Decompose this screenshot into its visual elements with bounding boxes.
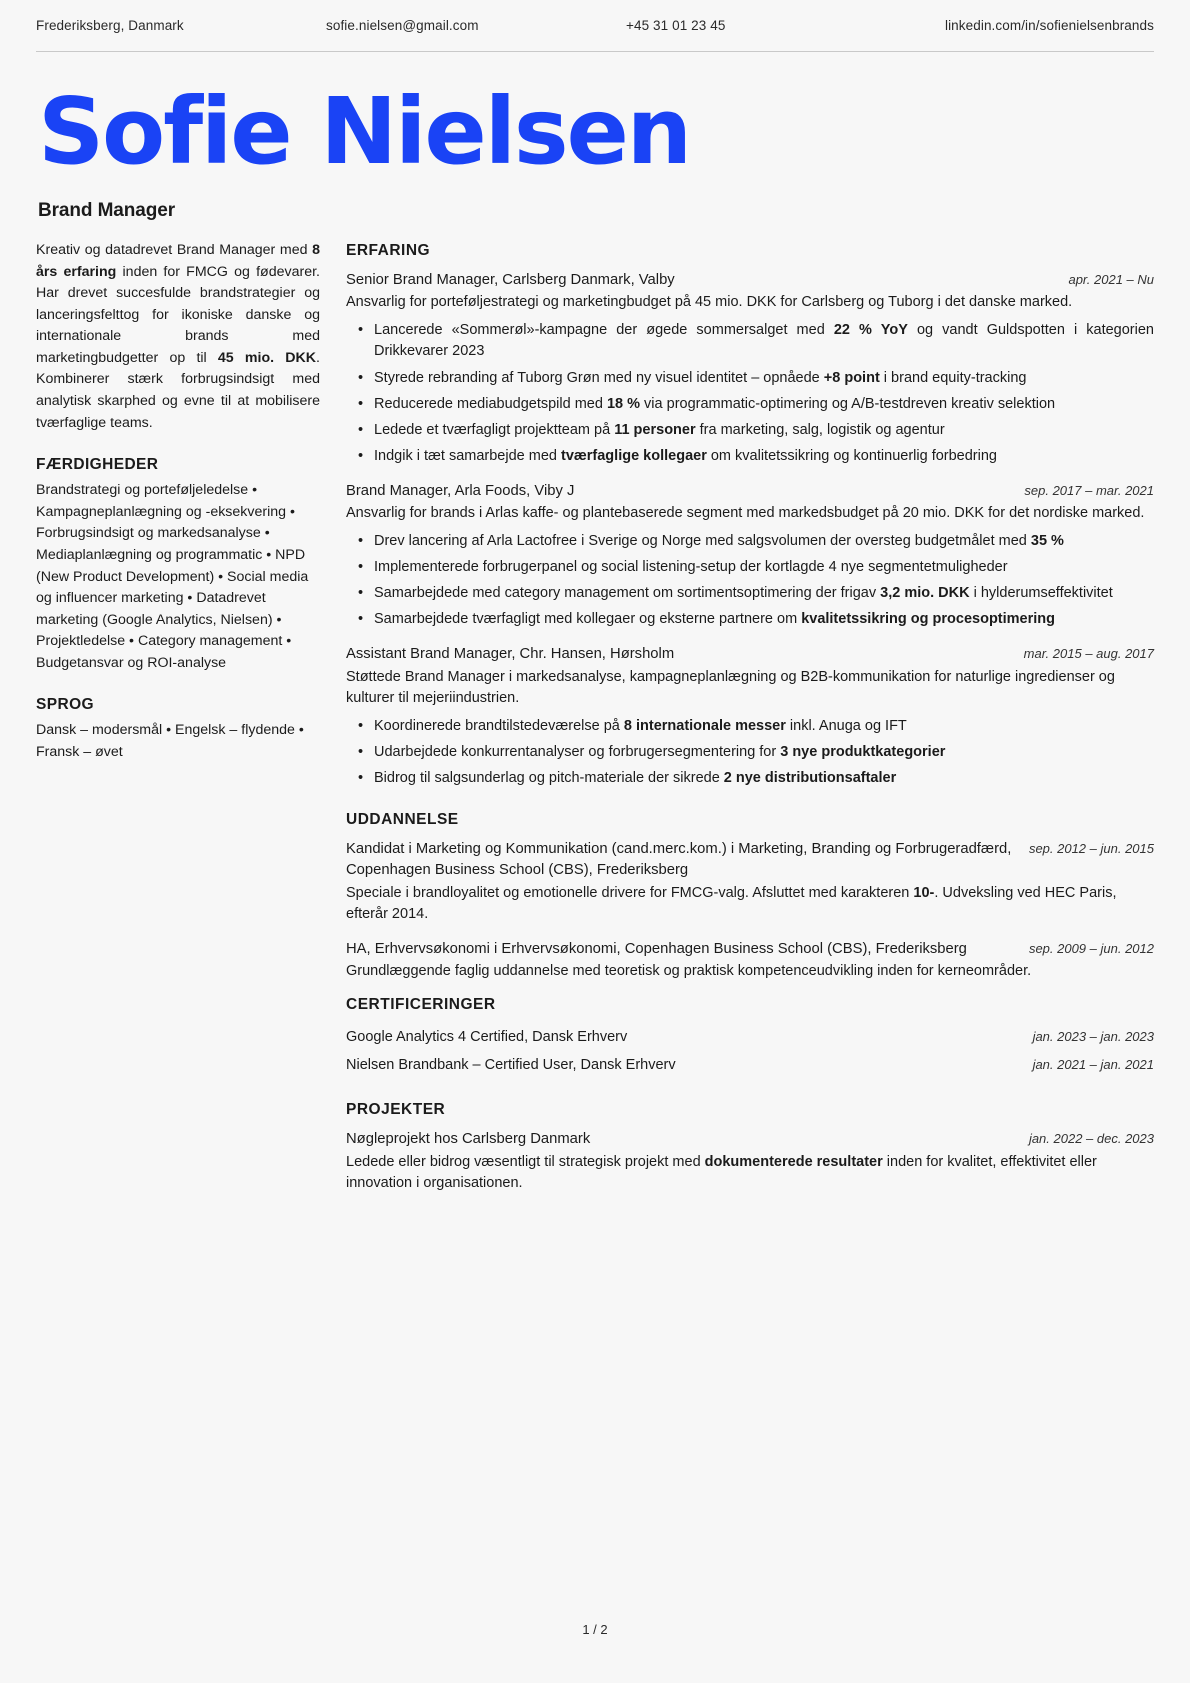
candidate-name: Sofie Nielsen	[38, 78, 690, 185]
entry-date: apr. 2021 – Nu	[1068, 272, 1154, 287]
list-item: • Samarbejdede med category management om sortimentsoptimering der frigav 3,2 mio. DKK i hylderumseffektivitet	[372, 583, 1154, 604]
entry-header	[346, 939, 1154, 960]
left-column	[36, 240, 336, 764]
experience-entry	[346, 481, 1154, 631]
entry-description: Ansvarlig for porteføljestrategi og marketingbudget på 45 mio. DKK for Carlsberg og Tuborg i det danske marked.	[346, 294, 1073, 311]
entry-description: Ledede eller bidrog væsentligt til strategisk projekt med dokumenterede resultater inden for kvalitet, effektivitet eller innovation i organisationen.	[346, 1153, 1097, 1191]
page-number: 1 / 2	[582, 1622, 608, 1637]
list-item: • Bidrog til salgsunderlag og pitch-materiale der sikrede 2 nye distributionsaftaler	[372, 768, 1154, 789]
entry-date: mar. 2015 – aug. 2017	[1023, 646, 1154, 662]
experience-heading: ERFARING	[346, 242, 431, 259]
list-item: • Udarbejdede konkurrentanalyser og forbrugersegmentering for 3 nye produktkategorier	[372, 742, 1154, 763]
profile-summary: Kreativ og datadrevet Brand Manager med 8 års erfaring inden for FMCG og fødevarer. Har drevet succesfulde brandstrategier og lanceringsfelttog for ikoniske danske og internationale brands med marketingbudgetter op til 45 mio. DKK. Kombinerer stærk forbrugsindsigt med analytisk skarphed og evne til at mobilisere tværfaglige teams.	[36, 242, 320, 431]
entry-description: Ansvarlig for brands i Arlas kaffe- og plantebaserede segment med markedsbudget på 20 mio. DKK for det nordiske marked.	[346, 505, 1145, 522]
certificate-row	[346, 1052, 1154, 1080]
projects-heading: PROJEKTER	[346, 1101, 446, 1119]
entry-bullets	[346, 320, 1154, 466]
experience-list	[346, 270, 1154, 789]
entry-date: sep. 2012 – jun. 2015	[1028, 840, 1154, 856]
entry-title: Kandidat i Marketing og Kommunikation (cand.merc.kom.) i Marketing, Branding og Forbrugeradfærd, Copenhagen Business School (CBS), Frederiksberg	[346, 840, 1012, 879]
list-item: • Koordinerede brandtilstedeværelse på 8 internationale messer inkl. Anuga og IFT	[372, 716, 1154, 737]
entry-title: Nøgleprojekt hos Carlsberg Danmark	[346, 1131, 591, 1148]
list-item: • Samarbejdede tværfagligt med kollegaer og eksterne partnere om kvalitetssikring og procesoptimering	[372, 609, 1154, 630]
list-item: • Reducerede mediabudgetspild med 18 % via programmatic-optimering og A/B-testdreven kreativ selektion	[372, 394, 1154, 415]
entry-date: jan. 2022 – dec. 2023	[1028, 1131, 1154, 1147]
education-entry	[346, 839, 1154, 925]
education-entry	[346, 939, 1154, 982]
contact-phone[interactable]: +45 31 01 23 45	[626, 18, 726, 33]
list-item: • Ledede et tværfagligt projektteam på 11 personer fra marketing, salg, logistik og agentur	[372, 420, 1154, 441]
resume-body	[36, 240, 1154, 1208]
entry-description: Speciale i brandloyalitet og emotionelle drivere for FMCG-valg. Afsluttet med karakteren 10-. Udveksling ved HEC Paris, efterår 2014.	[346, 884, 1117, 922]
entry-title: HA, Erhvervsøkonomi i Erhvervsøkonomi, Copenhagen Business School (CBS), Frederiksberg	[346, 940, 967, 957]
certificate-title: Nielsen Brandbank – Certified User, Dansk Erhverv	[346, 1056, 676, 1073]
list-item: • Drev lancering af Arla Lactofree i Sverige og Norge med salgsvolumen der oversteg budgetmålet med 35 %	[372, 531, 1154, 552]
certificate-title: Google Analytics 4 Certified, Dansk Erhverv	[346, 1029, 628, 1046]
entry-header	[346, 270, 1154, 291]
entry-header	[346, 644, 1154, 665]
entry-title: Brand Manager, Arla Foods, Viby J	[346, 482, 575, 499]
education-heading: UDDANNELSE	[346, 810, 459, 828]
entry-description: Støttede Brand Manager i markedsanalyse, kampagneplanlægning og B2B-kommunikation for naturlige ingredienser og kulturer til mejeriindustrien.	[346, 668, 1115, 706]
list-item: • Styrede rebranding af Tuborg Grøn med ny visuel identitet – opnåede +8 point i brand equity-tracking	[372, 368, 1154, 389]
entry-description: Grundlæggende faglig uddannelse med teoretisk og praktisk kompetenceudvikling inden for kerneområder.	[346, 963, 1032, 980]
entry-header	[346, 481, 1154, 502]
experience-entry	[346, 644, 1154, 789]
projects-list	[346, 1129, 1154, 1193]
certificate-date: jan. 2021 – jan. 2021	[1032, 1056, 1154, 1072]
contact-bar	[36, 0, 1154, 52]
entry-header	[346, 839, 1154, 882]
entry-bullets	[346, 531, 1154, 630]
languages-list: Dansk – modersmål • Engelsk – flydende • Fransk – øvet	[36, 722, 304, 760]
certificates-list	[346, 1024, 1154, 1079]
contact-location: Frederiksberg, Danmark	[36, 18, 184, 33]
list-item: • Indgik i tæt samarbejde med tværfaglige kollegaer om kvalitetssikring og kontinuerlig forbedring	[372, 446, 1154, 467]
entry-date: sep. 2017 – mar. 2021	[1024, 482, 1154, 498]
certificate-date: jan. 2023 – jan. 2023	[1032, 1029, 1154, 1045]
entry-bullets	[346, 716, 1154, 789]
education-list	[346, 839, 1154, 982]
list-item: • Lancerede «Sommerøl»-kampagne der øgede sommersalget med 22 % YoY og vandt Guldspotten i kategorien Drikkevarer 2023	[372, 320, 1154, 362]
candidate-job-title: Brand Manager	[38, 200, 176, 221]
project-entry	[346, 1129, 1154, 1193]
contact-email[interactable]: sofie.nielsen@gmail.com	[326, 18, 479, 33]
contact-linkedin[interactable]: linkedin.com/in/sofienielsenbrands	[944, 18, 1154, 33]
entry-title: Assistant Brand Manager, Chr. Hansen, Hørsholm	[346, 646, 675, 663]
entry-date: sep. 2009 – jun. 2012	[1028, 940, 1154, 956]
entry-header	[346, 1129, 1154, 1150]
list-item: • Implementerede forbrugerpanel og social listening-setup der kortlagde 4 nye segmentetmuligheder	[372, 557, 1154, 578]
certificates-heading: CERTIFICERINGER	[346, 996, 496, 1014]
certificate-row	[346, 1024, 1154, 1052]
experience-entry	[346, 270, 1154, 467]
right-column	[336, 240, 1154, 1208]
entry-title: Senior Brand Manager, Carlsberg Danmark, Valby	[346, 272, 675, 288]
languages-heading: SPROG	[36, 696, 94, 714]
skills-heading: FÆRDIGHEDER	[36, 456, 159, 474]
skills-list: Brandstrategi og porteføljeledelse • Kampagneplanlægning og -eksekvering • Forbrugsindsigt og markedsanalyse • Mediaplanlægning og programmatic • NPD (New Product Development) • Social media og influencer marketing • Datadrevet marketing (Google Analytics, Nielsen) • Projektledelse • Category management • Budgetansvar og ROI-analyse	[36, 482, 309, 671]
